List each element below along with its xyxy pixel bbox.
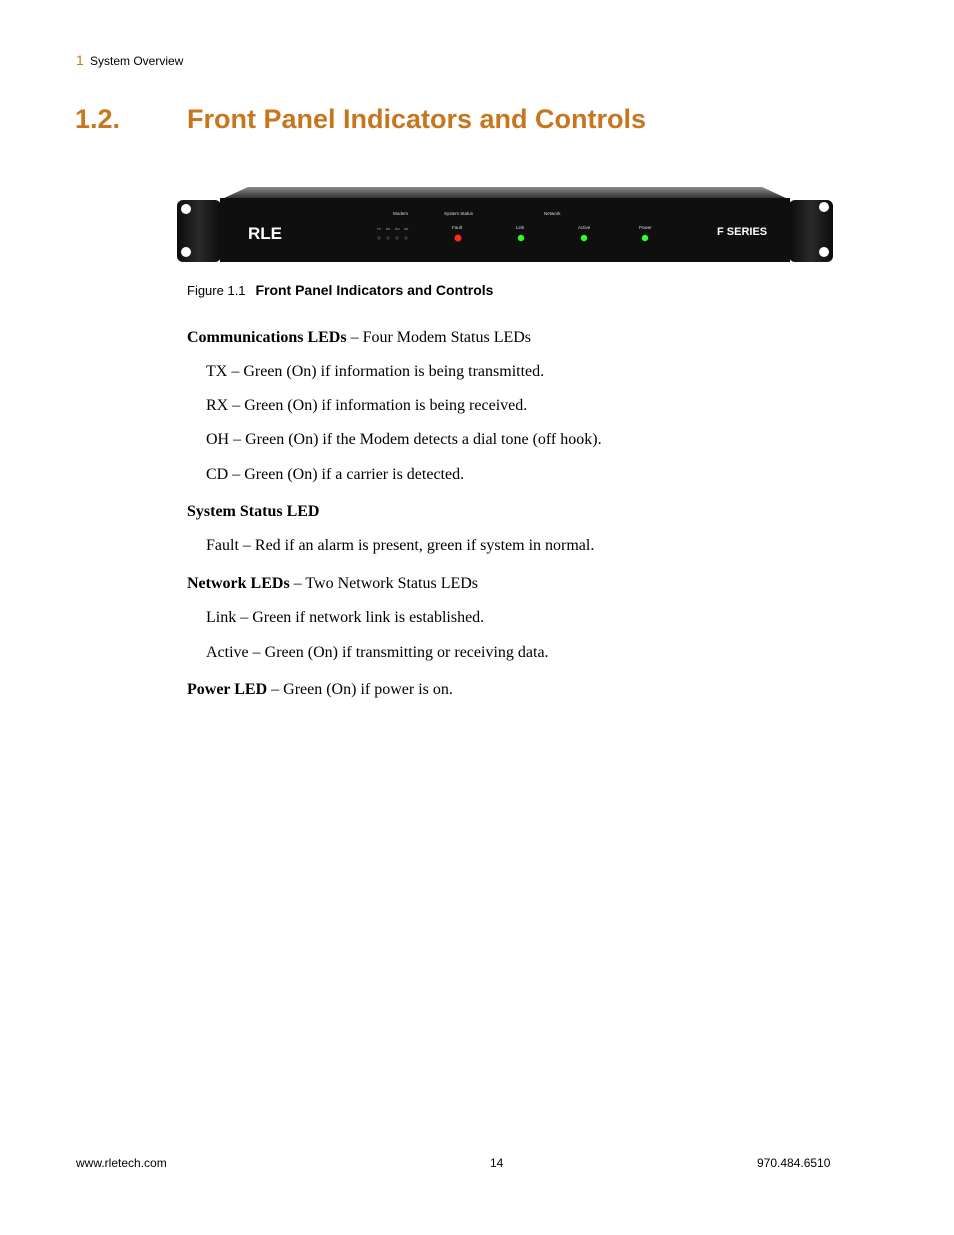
fault-label: Fault [452,225,463,230]
comm-leds-paragraph [187,328,531,348]
modem-led-oh-label: OH [395,227,400,231]
modem-led-oh [395,236,399,240]
comm-leds-heading: Communications LEDs [187,329,347,346]
chapter-title: System Overview [90,54,184,68]
fault-led [455,235,462,242]
rx-item: RX – Green (On) if information is being received. [206,397,528,414]
modem-led-cd [404,236,408,240]
figure-label: Figure 1.1 [187,283,246,298]
tx-item: TX – Green (On) if information is being transmitted. [206,363,545,380]
oh-item: OH – Green (On) if the Modem detects a dial tone (off hook). [206,431,602,448]
footer-page-number: 14 [490,1156,504,1170]
rle-logo: RLE [248,224,282,243]
power-led-desc: – Green (On) if power is on. [267,681,453,698]
network-leds-desc: – Two Network Status LEDs [289,575,479,592]
system-status-paragraph [187,502,319,522]
modem-led-tx [377,236,381,240]
footer-phone: 970.484.6510 [757,1156,831,1170]
fault-item: Fault – Red if an alarm is present, green if system in normal. [206,537,595,554]
power-label: Power [639,225,652,230]
section-number: 1.2. [75,104,121,134]
link-item: Link – Green if network link is established. [206,609,485,626]
modem-led-tx-label: TX [377,227,381,231]
chassis-top [222,187,788,199]
cd-item: CD – Green (On) if a carrier is detected. [206,466,465,483]
section-title: Front Panel Indicators and Controls [187,104,647,134]
footer-website: www.rletech.com [76,1156,167,1170]
active-led [581,235,587,241]
network-leds-paragraph [187,574,478,594]
modem-label: Modem [393,211,409,216]
system-status-label: System Status [444,211,474,216]
modem-led-cd-label: CD [404,227,409,231]
active-item: Active – Green (On) if transmitting or receiving data. [206,644,549,661]
front-panel-image [176,185,834,265]
f-series-badge: F SERIES [717,226,768,238]
network-label: Network [544,211,561,216]
power-led-heading: Power LED [187,681,268,698]
link-led [518,235,524,241]
modem-led-rx [386,236,390,240]
link-label: Link [516,225,525,230]
front-face [220,198,790,262]
comm-leds-desc: – Four Modem Status LEDs [346,329,532,346]
power-led [642,235,648,241]
modem-led-rx-label: RX [386,227,391,231]
power-led-paragraph [187,680,453,700]
chapter-number: 1 [76,52,84,68]
figure-caption [187,282,493,298]
active-label: Active [578,225,591,230]
network-leds-heading: Network LEDs [187,575,290,592]
figure-title: Front Panel Indicators and Controls [255,282,494,298]
system-status-heading: System Status LED [187,503,320,520]
